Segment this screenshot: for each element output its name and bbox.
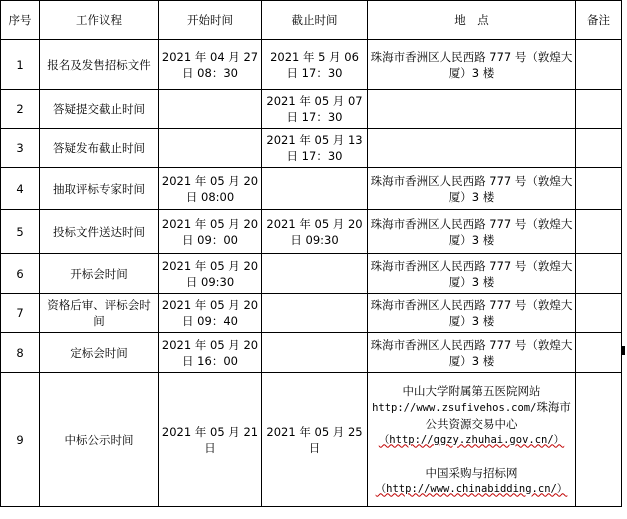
- cell-seq: 3: [1, 129, 40, 168]
- cell-start: 2021 年 04 月 27 日 08：30: [159, 40, 262, 90]
- cell-item: 投标文件送达时间: [40, 210, 159, 254]
- cell-seq: 6: [1, 254, 40, 294]
- cell-location: 珠海市香洲区人民西路 777 号（敦煌大厦）3 楼: [368, 40, 576, 90]
- cell-location: 珠海市香洲区人民西路 777 号（敦煌大厦）3 楼: [368, 333, 576, 373]
- header-note: 备注: [576, 1, 622, 40]
- header-start: 开始时间: [159, 1, 262, 40]
- cell-end: [262, 294, 368, 333]
- publish-url-1[interactable]: http://www.zsufivehos.com/: [372, 401, 537, 414]
- cell-location: 珠海市香洲区人民西路 777 号（敦煌大厦）3 楼: [368, 168, 576, 210]
- cell-start: 2021 年 05 月 20 日 16：00: [159, 333, 262, 373]
- cell-end: [262, 168, 368, 210]
- cell-end: 2021 年 05 月 07 日 17：30: [262, 90, 368, 129]
- cell-note: [576, 294, 622, 333]
- table-row: [1, 40, 622, 90]
- cell-item: 定标会时间: [40, 333, 159, 373]
- cell-location: [368, 90, 576, 129]
- cell-start: 2021 年 05 月 20 日 09：40: [159, 294, 262, 333]
- cell-start: 2021 年 05 月 20 日 09:30: [159, 254, 262, 294]
- cell-end: 2021 年 5 月 06 日 17：30: [262, 40, 368, 90]
- header-seq: 序号: [1, 1, 40, 40]
- cell-location: [368, 129, 576, 168]
- header-row: [1, 1, 622, 40]
- table-row: [1, 333, 622, 373]
- cell-start: [159, 90, 262, 129]
- spacer: [370, 448, 573, 465]
- cell-start: 2021 年 05 月 20 日 09：00: [159, 210, 262, 254]
- cell-note: [576, 129, 622, 168]
- cell-item: 抽取评标专家时间: [40, 168, 159, 210]
- cell-seq: 9: [1, 373, 40, 507]
- cell-note: [576, 210, 622, 254]
- cell-item: 开标会时间: [40, 254, 159, 294]
- cell-seq: 4: [1, 168, 40, 210]
- cell-start: [159, 129, 262, 168]
- cell-end: 2021 年 05 月 25 日: [262, 373, 368, 507]
- cell-start: 2021 年 05 月 21 日: [159, 373, 262, 507]
- cell-note: [576, 168, 622, 210]
- publish-line-2: [370, 399, 573, 432]
- cell-location: 珠海市香洲区人民西路 777 号（敦煌大厦）3 楼: [368, 254, 576, 294]
- cell-seq: 2: [1, 90, 40, 129]
- cell-end: [262, 333, 368, 373]
- header-item: 工作议程: [40, 1, 159, 40]
- table-row: [1, 168, 622, 210]
- publish-url-2[interactable]: [370, 432, 573, 448]
- cell-seq: 8: [1, 333, 40, 373]
- publish-site-1: 中山大学附属第五医院网站: [402, 383, 541, 398]
- cell-end: 2021 年 05 月 20 日 09:30: [262, 210, 368, 254]
- table-row: [1, 129, 622, 168]
- table-row: [1, 90, 622, 129]
- publish-url-2-text: （http://ggzy.zhuhai.gov.cn/）: [378, 433, 565, 446]
- cell-note: [576, 373, 622, 507]
- publish-site-3: 中国采购与招标网: [425, 465, 518, 480]
- page-edge-mark: [622, 346, 625, 355]
- cell-item: 报名及发售招标文件: [40, 40, 159, 90]
- cell-note: [576, 90, 622, 129]
- table-row: [1, 210, 622, 254]
- table-row: [1, 254, 622, 294]
- cell-item: 答疑发布截止时间: [40, 129, 159, 168]
- cell-location: 珠海市香洲区人民西路 777 号（敦煌大厦）3 楼: [368, 210, 576, 254]
- publish-url-3-text: （http://www.chinabidding.cn/）: [375, 482, 568, 495]
- cell-end: 2021 年 05 月 13 日 17：30: [262, 129, 368, 168]
- cell-item: 资格后审、评标会时间: [40, 294, 159, 333]
- table-row: [1, 294, 622, 333]
- cell-seq: 5: [1, 210, 40, 254]
- cell-location-publish: [368, 373, 576, 507]
- cell-location: 珠海市香洲区人民西路 777 号（敦煌大厦）3 楼: [368, 294, 576, 333]
- cell-item: 答疑提交截止时间: [40, 90, 159, 129]
- cell-note: [576, 333, 622, 373]
- cell-seq: 7: [1, 294, 40, 333]
- cell-start: 2021 年 05 月 20 日 08:00: [159, 168, 262, 210]
- header-end: 截止时间: [262, 1, 368, 40]
- cell-item: 中标公示时间: [40, 373, 159, 507]
- publish-url-3[interactable]: [370, 481, 573, 497]
- cell-end: [262, 254, 368, 294]
- cell-note: [576, 254, 622, 294]
- cell-note: [576, 40, 622, 90]
- table-row: [1, 373, 622, 507]
- header-location: 地 点: [368, 1, 576, 40]
- publish-site-2: 珠海市公共资源交易中心: [425, 399, 571, 431]
- cell-seq: 1: [1, 40, 40, 90]
